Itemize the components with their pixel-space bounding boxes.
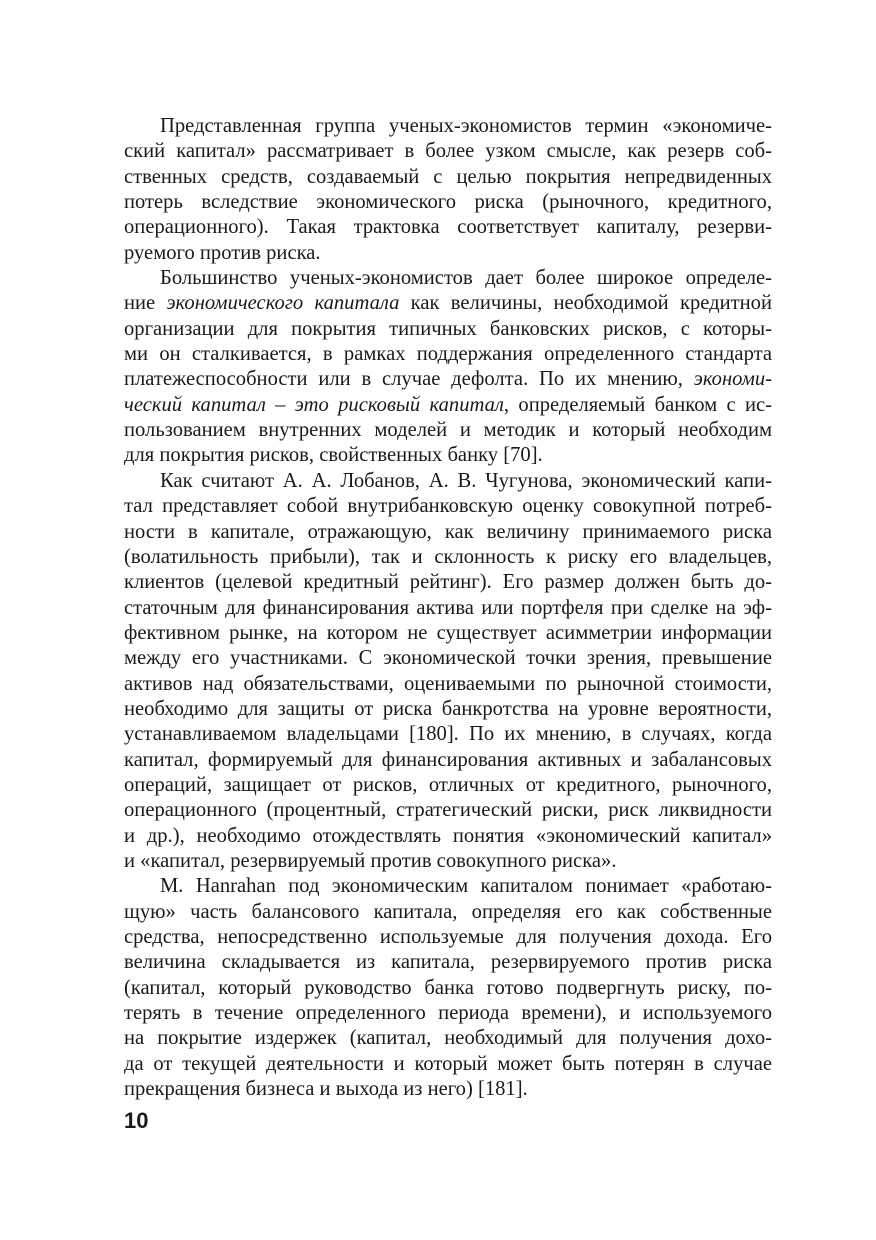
text-line: и «капитал, резервируемый против совокупного риска». [124, 849, 617, 872]
text-line: клиентов (целевой кредитный рейтинг). Его размер должен быть до- [124, 571, 772, 594]
text-line: ности в капитале, отражающую, как величину принимаемого риска [124, 520, 772, 543]
text-line: организации для покрытия типичных банковских рисков, с которы- [124, 317, 772, 340]
text-line: для покрытия рисков, свойственных банку [70]. [124, 444, 543, 467]
text-line: средства, непосредственно используемые для получения дохода. Его [124, 926, 772, 948]
text-line: операций, защищает от рисков, отличных от кредитного, рыночного, [124, 773, 772, 796]
text-line: тал представляет собой внутрибанковскую оценку совокупной потреб- [124, 495, 772, 518]
text-line: Представленная группа ученых-экономистов термин «экономиче- [160, 115, 772, 137]
italic-term: экономического капитала [166, 292, 400, 315]
text-line: потерь вследствие экономического риска (рыночного, кредитного, [124, 191, 772, 214]
text-line: и др.), необходимо отождествлять понятия «экономический капитал» [124, 824, 772, 847]
text-run: ние [124, 292, 167, 315]
text-line [124, 367, 772, 392]
text-line: Большинство ученых-экономистов дает более широкое определе- [160, 267, 772, 290]
text-line: Как считают А. А. Лобанов, А. В. Чугунова, экономический капи- [160, 469, 772, 492]
text-line: ственных средств, создаваемый с целью покрытия непредвиденных [124, 165, 772, 188]
text-line: прекращения бизнеса и выхода из него) [181]. [124, 1078, 528, 1101]
text-line: ский капитал» рассматривает в более узком смысле, как резерв соб- [124, 140, 772, 163]
text-line: между его участниками. С экономической точки зрения, превышение [124, 647, 772, 670]
text-line: руемого против риска. [124, 241, 321, 264]
text-line: щую» часть балансового капитала, определяя его как собственные [124, 900, 772, 923]
text-line: капитал, формируемый для финансирования активных и забалансовых [124, 748, 772, 771]
page-number: 10 [124, 1108, 149, 1133]
text-line: необходимо для защиты от риска банкротства на уровне вероятности, [124, 697, 772, 720]
text-line: ми он сталкивается, в рамках поддержания определенного стандарта [124, 343, 772, 366]
paragraph-1 [124, 114, 772, 266]
page-body [124, 114, 772, 1102]
paragraph-4 [124, 874, 772, 1102]
text-line: терять в течение определенного периода времени), и используемого [124, 1002, 772, 1025]
text-line: величина складывается из капитала, резервируемого против риска [124, 951, 772, 974]
text-line [124, 291, 772, 316]
text-run: , определяемый банком с ис- [503, 393, 772, 416]
text-line: на покрытие издержек (капитал, необходимый для получения дохо- [124, 1027, 772, 1050]
text-run: платежеспособности или в случае дефолта. По их мнению, [124, 368, 694, 391]
text-line: активов над обязательствами, оцениваемыми по рыночной стоимости, [124, 672, 772, 695]
paragraph-2 [124, 266, 772, 469]
text-line: M. Hanrahan под экономическим капиталом понимает «работаю- [160, 875, 772, 898]
text-line: операционного). Такая трактовка соответствует капиталу, резерви- [124, 216, 772, 239]
text-line [124, 393, 772, 418]
text-line: фективном рынке, на котором не существует асимметрии информации [124, 621, 772, 644]
text-line: (волатильность прибыли), так и склонность к риску его владельцев, [124, 545, 772, 568]
text-line: пользованием внутренних моделей и методик и который необходим [124, 419, 772, 442]
italic-term: ческий капитал – это рисковый капитал [124, 393, 504, 416]
text-line: (капитал, который руководство банка готово подвергнуть риску, по- [124, 976, 772, 999]
text-line: устанавливаемом владельцами [180]. По их мнению, в случаях, когда [124, 723, 772, 746]
text-line: статочным для финансирования актива или портфеля при сделке на эф- [124, 596, 772, 619]
italic-term: экономи- [693, 368, 772, 391]
paragraph-3 [124, 469, 772, 875]
text-line: да от текущей деятельности и который может быть потерян в случае [124, 1052, 772, 1075]
text-line: операционного (процентный, стратегический риски, риск ликвидности [124, 799, 772, 822]
text-run: как величины, необходимой кредитной [399, 292, 772, 315]
